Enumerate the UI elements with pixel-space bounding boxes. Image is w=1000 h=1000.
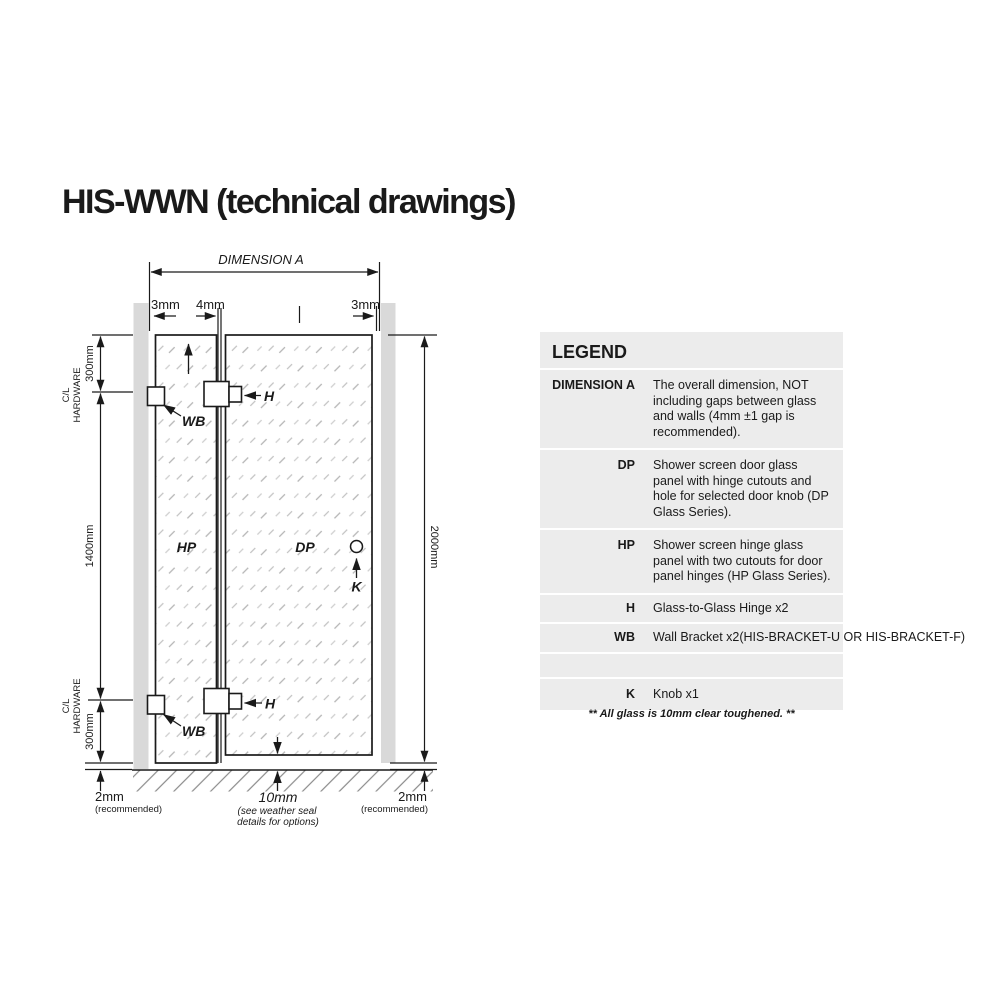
cl-hardware-bottom-line1: C/L (61, 698, 72, 714)
right-gap-note: (recommended) (360, 804, 428, 815)
wb-bottom-label: WB (182, 723, 206, 739)
legend-panel (540, 332, 966, 710)
legend-row-h (540, 593, 843, 623)
legend-term: WB (614, 630, 635, 644)
dim-2000: 2000mm (428, 525, 440, 569)
legend-desc: Knob x1 (653, 686, 699, 701)
legend-row-dimension-a (540, 368, 843, 448)
legend-row-k (540, 677, 843, 711)
dimension-a (150, 262, 380, 331)
gap-left-label: 3mm (151, 297, 180, 312)
legend-title: LEGEND (552, 342, 628, 362)
legend-row-dp (540, 448, 843, 528)
dim-1400: 1400mm (84, 524, 96, 568)
hp-label: HP (176, 539, 197, 555)
legend-desc: Shower screen door glass panel with hinge cutouts and hole for selected door knob (DP Glass Series). (653, 458, 829, 519)
right-gap-value: 2mm (398, 789, 427, 804)
knob-label: K (351, 578, 362, 595)
legend-desc (653, 660, 831, 671)
cl-hardware-bottom-line2: HARDWARE (72, 678, 83, 734)
wb-top-label: WB (182, 413, 206, 429)
legend-desc: Wall Bracket x2(HIS-BRACKET-U OR HIS-BRACKET-F) (653, 630, 966, 644)
hinge-bottom-label: H (265, 695, 276, 712)
legend-desc: Shower screen hinge glass panel with two cutouts for door panel hinges (HP Glass Series). (653, 538, 831, 583)
hinge-top-label: H (264, 388, 275, 404)
legend-term: HP (617, 538, 635, 552)
legend-desc: The overall dimension, NOT including gaps between glass and walls (4mm ±1 gap is recommended). (653, 378, 817, 439)
cl-hardware-top-line2: HARDWARE (72, 367, 83, 423)
legend-footnote: ** All glass is 10mm clear toughened. ** (588, 708, 795, 720)
wall-bracket-top (148, 387, 165, 406)
left-wall (134, 303, 149, 769)
wall-bracket-bottom (148, 696, 165, 715)
legend-row-wb (540, 622, 966, 652)
cl-hardware-top-line1: C/L (61, 387, 72, 403)
left-gap-note: (recommended) (95, 804, 163, 815)
door-gap-note-line1: (see weather seal (237, 806, 317, 817)
gap-middle-label: 4mm (196, 297, 225, 312)
page-title: HIS-WWN (technical drawings) (62, 183, 515, 221)
legend-term: DIMENSION A (552, 378, 635, 392)
left-gap-value: 2mm (95, 789, 124, 804)
dim-300-top: 300mm (84, 345, 96, 382)
dimension-a-label: DIMENSION A (218, 252, 304, 267)
legend-row-hp (540, 528, 843, 593)
knob-circle (351, 541, 363, 553)
legend-term (552, 660, 635, 671)
legend-term: H (625, 600, 635, 615)
right-wall (381, 303, 396, 763)
door-gap-note-line2: details for options) (237, 817, 319, 828)
legend-desc: Glass-to-Glass Hinge x2 (653, 600, 789, 615)
gap-right-label: 3mm (351, 297, 380, 312)
legend-term: DP (617, 458, 635, 472)
top-gap-dims (154, 306, 377, 331)
legend-term: K (625, 686, 635, 701)
dp-label: DP (295, 539, 315, 555)
dim-300-bottom: 300mm (84, 713, 96, 750)
legend-row-empty (540, 652, 843, 677)
door-gap-value: 10mm (258, 789, 298, 805)
